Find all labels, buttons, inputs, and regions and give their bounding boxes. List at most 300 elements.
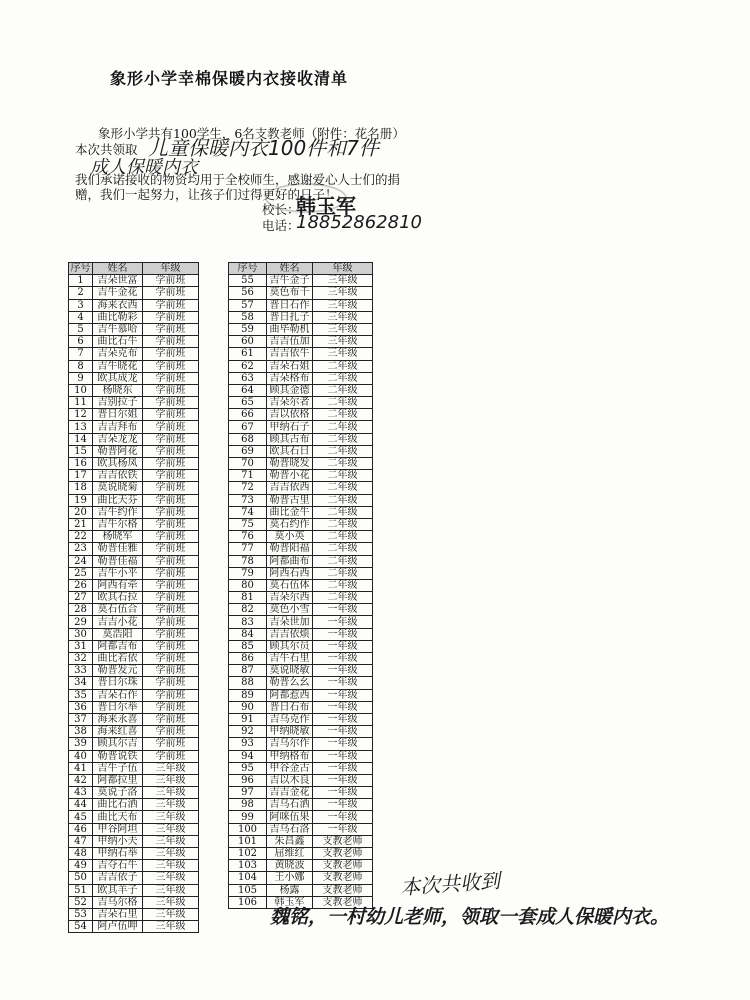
row-number: 85 — [229, 640, 267, 652]
grade: 二年级 — [313, 518, 373, 530]
row-number: 83 — [229, 616, 267, 628]
student-name: 吉朵石里 — [93, 908, 143, 920]
grade: 一年级 — [313, 701, 373, 713]
grade: 三年级 — [143, 908, 199, 920]
row-number: 97 — [229, 787, 267, 799]
student-name: 吉吉依铁 — [93, 470, 143, 482]
row-number: 88 — [229, 677, 267, 689]
grade: 学前班 — [143, 665, 199, 677]
grade: 一年级 — [313, 616, 373, 628]
grade: 学前班 — [143, 726, 199, 738]
student-name: 普日扎子 — [267, 311, 313, 323]
student-name: 吉牛晓花 — [93, 360, 143, 372]
header-grade: 年级 — [313, 263, 373, 275]
grade: 一年级 — [313, 604, 373, 616]
grade: 支教老师 — [313, 835, 373, 847]
grade: 支教老师 — [313, 848, 373, 860]
table-row — [69, 787, 199, 799]
grade: 一年级 — [313, 799, 373, 811]
grade: 学前班 — [143, 409, 199, 421]
grade: 一年级 — [313, 787, 373, 799]
header-number: 序号 — [229, 263, 267, 275]
table-row — [229, 823, 373, 835]
grade: 学前班 — [143, 372, 199, 384]
grade: 一年级 — [313, 677, 373, 689]
student-name: 勒普发元 — [93, 665, 143, 677]
row-number: 23 — [69, 543, 93, 555]
received-items-handwritten-2: 成人保暖内衣 — [90, 157, 198, 178]
table-row — [69, 835, 199, 847]
student-name: 吉吉依西 — [267, 482, 313, 494]
grade: 学前班 — [143, 604, 199, 616]
table-row — [69, 336, 199, 348]
table-row — [229, 567, 373, 579]
row-number: 22 — [69, 531, 93, 543]
student-name: 曲比若依 — [93, 653, 143, 665]
grade: 二年级 — [313, 433, 373, 445]
student-name: 普日石布 — [267, 701, 313, 713]
row-number: 18 — [69, 482, 93, 494]
grade: 一年级 — [313, 750, 373, 762]
table-row — [229, 774, 373, 786]
table-row — [69, 701, 199, 713]
grade: 三年级 — [143, 811, 199, 823]
grade: 学前班 — [143, 616, 199, 628]
table-row — [229, 409, 373, 421]
student-name: 吉乌石洒 — [267, 799, 313, 811]
commitment-line-1: 我们承诺接收的物资均用于全校师生，感谢爱心人士们的捐 — [75, 172, 401, 187]
student-name: 曲比石洒 — [93, 799, 143, 811]
table-row — [229, 848, 373, 860]
table-row — [69, 628, 199, 640]
row-number: 73 — [229, 494, 267, 506]
table-row — [229, 336, 373, 348]
table-row — [69, 640, 199, 652]
table-row — [229, 750, 373, 762]
row-number: 104 — [229, 872, 267, 884]
grade: 学前班 — [143, 531, 199, 543]
row-number: 70 — [229, 458, 267, 470]
row-number: 25 — [69, 567, 93, 579]
student-name: 朱昌鑫 — [267, 835, 313, 847]
row-number: 76 — [229, 531, 267, 543]
grade: 学前班 — [143, 311, 199, 323]
table-row — [69, 323, 199, 335]
grade: 三年级 — [143, 774, 199, 786]
intro-line-2-prefix: 本次共领取 — [75, 142, 138, 157]
student-name: 甲谷金古 — [267, 762, 313, 774]
table-row — [229, 860, 373, 872]
roster-table-left — [68, 262, 199, 933]
row-number: 10 — [69, 384, 93, 396]
row-number: 6 — [69, 336, 93, 348]
row-number: 27 — [69, 592, 93, 604]
student-name: 海来永喜 — [93, 713, 143, 725]
student-name: 欧其成龙 — [93, 372, 143, 384]
row-number: 2 — [69, 287, 93, 299]
table-row — [229, 689, 373, 701]
student-name: 阿西有牵 — [93, 579, 143, 591]
row-number: 33 — [69, 665, 93, 677]
table-row — [229, 372, 373, 384]
row-number: 14 — [69, 433, 93, 445]
table-row — [69, 384, 199, 396]
row-number: 13 — [69, 421, 93, 433]
table-row — [229, 506, 373, 518]
grade: 三年级 — [313, 348, 373, 360]
student-name: 欧其石拉 — [93, 592, 143, 604]
row-number: 58 — [229, 311, 267, 323]
row-number: 78 — [229, 555, 267, 567]
student-name: 欧其石日 — [267, 445, 313, 457]
student-name: 屈维红 — [267, 848, 313, 860]
table-row — [69, 823, 199, 835]
row-number: 64 — [229, 384, 267, 396]
table-row — [69, 616, 199, 628]
student-name: 吉吉小花 — [93, 616, 143, 628]
table-row — [69, 360, 199, 372]
table-row — [229, 543, 373, 555]
grade: 支教老师 — [313, 860, 373, 872]
grade: 学前班 — [143, 592, 199, 604]
row-number: 21 — [69, 518, 93, 530]
grade: 三年级 — [313, 336, 373, 348]
row-number: 26 — [69, 579, 93, 591]
table-row — [69, 518, 199, 530]
commitment-line-2: 赠，我们一起努力，让孩子们过得更好的日子！ — [75, 187, 338, 202]
table-row — [69, 726, 199, 738]
table-row — [69, 811, 199, 823]
student-name: 欧其羊子 — [93, 884, 143, 896]
grade: 学前班 — [143, 689, 199, 701]
row-number: 8 — [69, 360, 93, 372]
row-number: 40 — [69, 750, 93, 762]
row-number: 60 — [229, 336, 267, 348]
table-row — [229, 518, 373, 530]
grade: 学前班 — [143, 287, 199, 299]
grade: 学前班 — [143, 750, 199, 762]
table-row — [69, 848, 199, 860]
table-row — [69, 799, 199, 811]
grade: 二年级 — [313, 409, 373, 421]
student-name: 莫色布千 — [267, 287, 313, 299]
student-name: 海来衣西 — [93, 299, 143, 311]
grade: 学前班 — [143, 360, 199, 372]
student-name: 吉吉依烦 — [267, 628, 313, 640]
student-name: 普日尔姐 — [93, 409, 143, 421]
row-number: 50 — [69, 872, 93, 884]
row-number: 87 — [229, 665, 267, 677]
grade: 三年级 — [313, 287, 373, 299]
grade: 一年级 — [313, 811, 373, 823]
table-row — [229, 458, 373, 470]
row-number: 49 — [69, 860, 93, 872]
student-name: 阿咪伍果 — [267, 811, 313, 823]
grade: 二年级 — [313, 458, 373, 470]
student-name: 吉牛尔格 — [93, 518, 143, 530]
row-number: 74 — [229, 506, 267, 518]
grade: 学前班 — [143, 567, 199, 579]
student-name: 莫说子洛 — [93, 787, 143, 799]
student-name: 莫色小雪 — [267, 604, 313, 616]
student-name: 普日石作 — [267, 299, 313, 311]
grade: 一年级 — [313, 640, 373, 652]
table-row — [69, 311, 199, 323]
student-name: 吉朵石作 — [93, 689, 143, 701]
grade: 三年级 — [143, 872, 199, 884]
student-name: 海来红喜 — [93, 726, 143, 738]
student-name: 阿都吉布 — [93, 640, 143, 652]
student-name: 吉牛石里 — [267, 653, 313, 665]
grade: 学前班 — [143, 275, 199, 287]
row-number: 72 — [229, 482, 267, 494]
row-number: 84 — [229, 628, 267, 640]
grade: 三年级 — [143, 835, 199, 847]
row-number: 106 — [229, 896, 267, 908]
grade: 学前班 — [143, 482, 199, 494]
row-number: 89 — [229, 689, 267, 701]
table-row — [69, 592, 199, 604]
phone-label: 电话： — [262, 218, 300, 233]
table-row — [229, 275, 373, 287]
document-title: 象形小学幸棉保暖内衣接收清单 — [110, 69, 349, 88]
grade: 三年级 — [143, 799, 199, 811]
grade: 学前班 — [143, 640, 199, 652]
row-number: 11 — [69, 397, 93, 409]
student-name: 勒普佳雅 — [93, 543, 143, 555]
row-number: 24 — [69, 555, 93, 567]
student-name: 莫石伍体 — [267, 579, 313, 591]
grade: 二年级 — [313, 445, 373, 457]
table-row — [229, 360, 373, 372]
table-row — [69, 738, 199, 750]
row-number: 4 — [69, 311, 93, 323]
student-name: 阿西石西 — [267, 567, 313, 579]
student-name: 杨晓军 — [93, 531, 143, 543]
row-number: 54 — [69, 921, 93, 933]
grade: 三年级 — [143, 762, 199, 774]
table-row — [229, 604, 373, 616]
table-row — [229, 299, 373, 311]
grade: 三年级 — [313, 323, 373, 335]
row-number: 67 — [229, 421, 267, 433]
table-row — [229, 579, 373, 591]
row-number: 90 — [229, 701, 267, 713]
grade: 一年级 — [313, 653, 373, 665]
grade: 学前班 — [143, 628, 199, 640]
row-number: 77 — [229, 543, 267, 555]
row-number: 63 — [229, 372, 267, 384]
student-name: 勒普小花 — [267, 470, 313, 482]
table-row — [229, 726, 373, 738]
grade: 学前班 — [143, 348, 199, 360]
student-name: 莫浩阳 — [93, 628, 143, 640]
student-name: 吉乌尔格 — [93, 896, 143, 908]
table-row — [229, 384, 373, 396]
student-name: 普日尔珠 — [93, 677, 143, 689]
table-row — [69, 750, 199, 762]
grade: 学前班 — [143, 470, 199, 482]
row-number: 16 — [69, 458, 93, 470]
student-name: 欧其杨凤 — [93, 458, 143, 470]
row-number: 45 — [69, 811, 93, 823]
grade: 学前班 — [143, 299, 199, 311]
grade: 学前班 — [143, 506, 199, 518]
student-name: 吉乌克作 — [267, 713, 313, 725]
row-number: 92 — [229, 726, 267, 738]
table-row — [229, 713, 373, 725]
row-number: 32 — [69, 653, 93, 665]
table-row — [69, 555, 199, 567]
table-row — [69, 506, 199, 518]
grade: 学前班 — [143, 543, 199, 555]
grade: 三年级 — [143, 848, 199, 860]
grade: 一年级 — [313, 689, 373, 701]
intro-line-1: 象形小学共有100学生，6名支教老师（附件：花名册） — [98, 126, 405, 141]
grade: 学前班 — [143, 421, 199, 433]
table-row — [229, 762, 373, 774]
row-number: 17 — [69, 470, 93, 482]
grade: 学前班 — [143, 445, 199, 457]
row-number: 5 — [69, 323, 93, 335]
student-name: 吉以木良 — [267, 774, 313, 786]
grade: 学前班 — [143, 384, 199, 396]
student-name: 莫说晓敏 — [267, 665, 313, 677]
grade: 支教老师 — [313, 896, 373, 908]
grade: 学前班 — [143, 397, 199, 409]
student-name: 顾其尔员 — [267, 640, 313, 652]
grade: 一年级 — [313, 726, 373, 738]
student-name: 甲纳晓敏 — [267, 726, 313, 738]
student-name: 吉吉依子 — [93, 872, 143, 884]
grade: 二年级 — [313, 384, 373, 396]
table-row — [69, 677, 199, 689]
student-name: 韩玉军 — [267, 896, 313, 908]
student-name: 吉牛子伍 — [93, 762, 143, 774]
table-row — [69, 445, 199, 457]
row-number: 36 — [69, 701, 93, 713]
student-name: 吉朵龙龙 — [93, 433, 143, 445]
table-row — [69, 458, 199, 470]
row-number: 94 — [229, 750, 267, 762]
student-name: 吉夺石牛 — [93, 860, 143, 872]
table-row — [69, 579, 199, 591]
student-name: 甲纳小夫 — [93, 835, 143, 847]
table-row — [229, 311, 373, 323]
row-number: 44 — [69, 799, 93, 811]
student-name: 莫石约作 — [267, 518, 313, 530]
header-name: 姓名 — [93, 263, 143, 275]
table-row — [229, 872, 373, 884]
row-number: 91 — [229, 713, 267, 725]
table-row — [69, 348, 199, 360]
grade: 一年级 — [313, 774, 373, 786]
row-number: 7 — [69, 348, 93, 360]
student-name: 王小娜 — [267, 872, 313, 884]
table-row — [69, 921, 199, 933]
table-row — [69, 762, 199, 774]
table-row — [69, 689, 199, 701]
student-name: 甲纳石子 — [267, 421, 313, 433]
table-row — [229, 494, 373, 506]
table-row — [229, 640, 373, 652]
student-name: 吉牛金子 — [267, 275, 313, 287]
row-number: 31 — [69, 640, 93, 652]
table-row — [69, 275, 199, 287]
grade: 三年级 — [313, 275, 373, 287]
row-number: 38 — [69, 726, 93, 738]
grade: 一年级 — [313, 713, 373, 725]
student-name: 勒普阿花 — [93, 445, 143, 457]
student-name: 杨晓东 — [93, 384, 143, 396]
student-name: 普日尔举 — [93, 701, 143, 713]
row-number: 39 — [69, 738, 93, 750]
received-items-handwritten: 儿童保暖内衣100件和7件 — [148, 136, 379, 160]
row-number: 47 — [69, 835, 93, 847]
row-number: 71 — [229, 470, 267, 482]
row-number: 56 — [229, 287, 267, 299]
row-number: 41 — [69, 762, 93, 774]
row-number: 79 — [229, 567, 267, 579]
table-row — [229, 531, 373, 543]
student-name: 曲比天芬 — [93, 494, 143, 506]
student-name: 莫说晓菊 — [93, 482, 143, 494]
table-row — [69, 896, 199, 908]
bottom-note-line-1: 本次共收到 — [399, 868, 501, 900]
table-row — [229, 628, 373, 640]
table-row — [69, 421, 199, 433]
row-number: 29 — [69, 616, 93, 628]
student-name: 甲纳石举 — [93, 848, 143, 860]
row-number: 51 — [69, 884, 93, 896]
grade: 支教老师 — [313, 884, 373, 896]
grade: 学前班 — [143, 677, 199, 689]
student-name: 勒普佳福 — [93, 555, 143, 567]
table-row — [69, 884, 199, 896]
row-number: 42 — [69, 774, 93, 786]
row-number: 100 — [229, 823, 267, 835]
grade: 学前班 — [143, 653, 199, 665]
grade: 学前班 — [143, 555, 199, 567]
table-row — [229, 799, 373, 811]
row-number: 96 — [229, 774, 267, 786]
table-row — [69, 567, 199, 579]
row-number: 81 — [229, 592, 267, 604]
student-name: 曲毕勒机 — [267, 323, 313, 335]
row-number: 55 — [229, 275, 267, 287]
row-number: 105 — [229, 884, 267, 896]
student-name: 阿卢伍呷 — [93, 921, 143, 933]
row-number: 98 — [229, 799, 267, 811]
table-row — [69, 713, 199, 725]
table-row — [69, 494, 199, 506]
table-row — [229, 677, 373, 689]
grade: 支教老师 — [313, 872, 373, 884]
grade: 二年级 — [313, 421, 373, 433]
table-row — [229, 433, 373, 445]
table-row — [69, 287, 199, 299]
grade: 一年级 — [313, 665, 373, 677]
student-name: 吉吉拜布 — [93, 421, 143, 433]
table-row — [229, 787, 373, 799]
student-name: 吉乌石洛 — [267, 823, 313, 835]
student-name: 吉牛约作 — [93, 506, 143, 518]
row-number: 46 — [69, 823, 93, 835]
grade: 一年级 — [313, 762, 373, 774]
table-row — [69, 397, 199, 409]
header-name: 姓名 — [267, 263, 313, 275]
table-row — [69, 409, 199, 421]
